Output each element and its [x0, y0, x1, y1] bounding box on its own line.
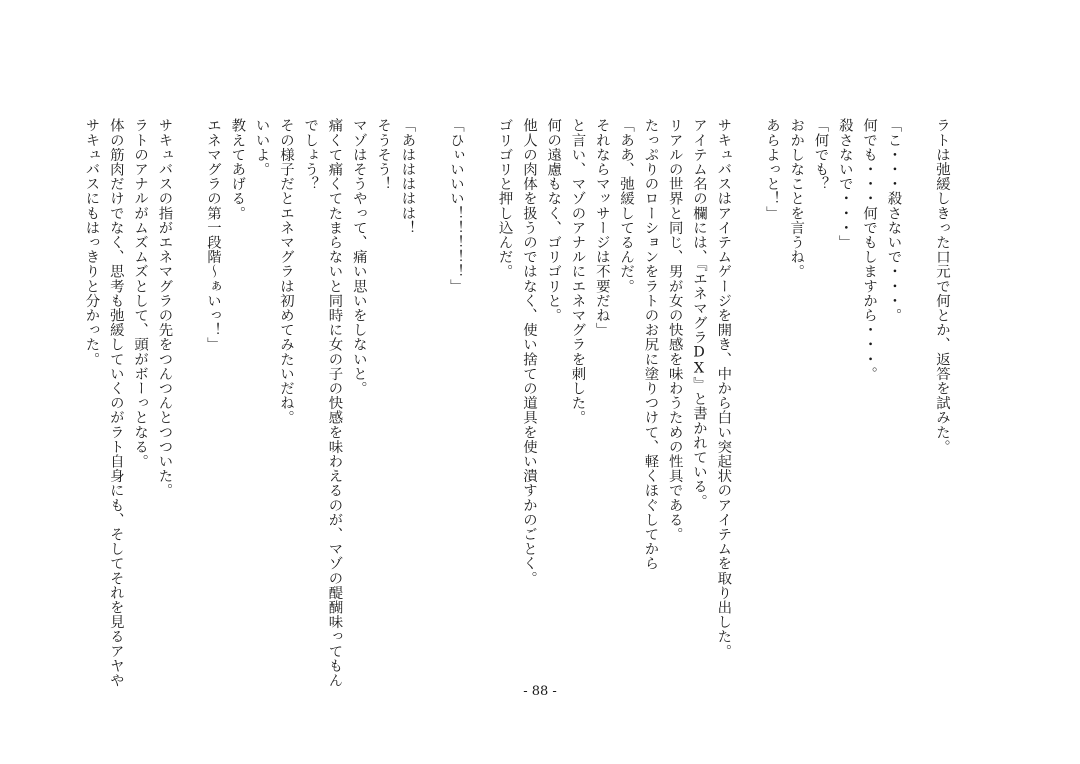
text-line: ラトは弛緩しきった口元で何とか、返答を試みた。 [934, 118, 950, 454]
text-line: と言い、マゾのアナルにエネマグラを刺した。 [569, 118, 586, 425]
text-line: アイテム名の欄には、『エネマグラDX』と書かれている。 [691, 118, 707, 509]
text-line: ゴリゴリと押し込んだ。 [496, 118, 513, 279]
text-line: その様子だとエネマグラは初めてみたいだね。 [277, 118, 294, 425]
text-line: エネマグラの第一段階～ぁいっ！」 [205, 118, 221, 352]
text-line: 何の遠慮もなく、ゴリゴリと。 [545, 118, 562, 323]
text-line: でしょう？ [302, 118, 319, 191]
text-line: あらよっと！」 [763, 118, 780, 221]
text-line: リアルの世界と同じ、男が女の快感を味わうための性具である。 [666, 118, 683, 542]
text-line: いいよ。 [253, 118, 270, 177]
text-line: 「こ・・・殺さないで・・・。 [885, 118, 902, 323]
text-line: 教えてあげる。 [229, 118, 246, 221]
text-line: それならマッサージは不要だね」 [593, 118, 610, 337]
text-line: 「あははははは！ [399, 118, 416, 235]
page-number: - 88 - [523, 684, 557, 699]
text-line: 「何でも？ [812, 118, 829, 191]
text-line: ラトのアナルがムズムズとして、頭がボーっとなる。 [132, 118, 149, 469]
text-line: サキュバスの指がエネマグラの先をつんつんとつついた。 [156, 118, 173, 498]
text-line: 「ああ、弛緩してるんだ。 [618, 118, 635, 294]
text-line: 痛くて痛くてたまらないと同時に女の子の快感を味わえるのが、マゾの醍醐味ってもん [326, 118, 343, 688]
text-line: おかしなことを言うね。 [788, 118, 805, 279]
text-line: サキュバスにもはっきりと分かった。 [83, 118, 100, 367]
text-line: 「ひぃいいい！！！！！」 [448, 118, 464, 294]
text-line: マゾはそうやって、痛い思いをしないと。 [350, 118, 367, 396]
text-line: サキュバスはアイテムゲージを開き、中から白い突起状のアイテムを取り出した。 [715, 118, 732, 659]
text-line: 他人の肉体を扱うのではなく、使い捨ての道具を使い潰すかのごとく。 [520, 118, 537, 586]
text-line: 何でも・・・何でもしますから・・・。 [861, 118, 878, 381]
text-line: たっぷりのローションをラトのお尻に塗りつけて、軽くほぐしてから [642, 118, 659, 571]
text-line: そうそう！ [375, 118, 392, 191]
text-line: 殺さないで・・・」 [836, 118, 853, 250]
text-line: 体の筋肉だけでなく、思考も弛緩していくのがラト自身にも、そしてそれを見るアヤや [107, 118, 124, 688]
